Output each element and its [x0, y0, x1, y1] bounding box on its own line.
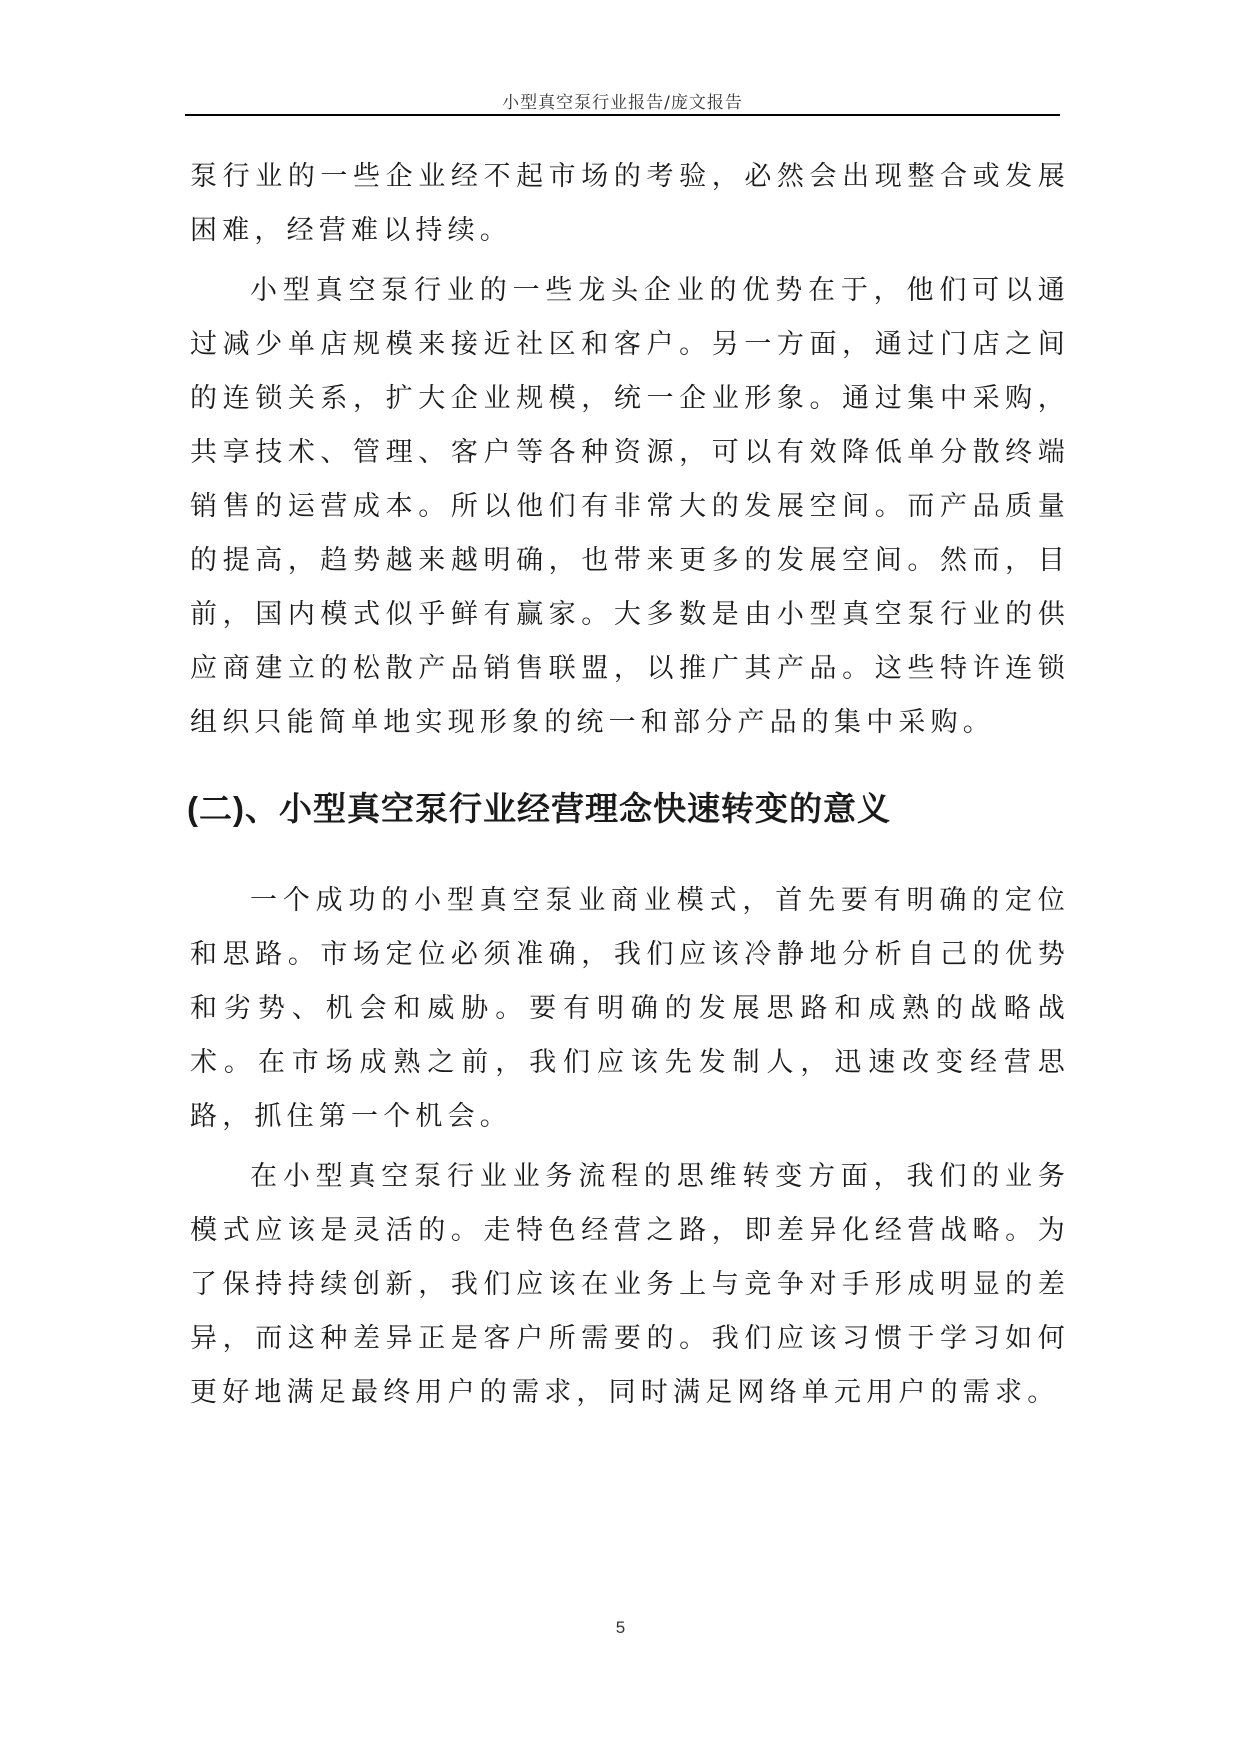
- paragraph-process-thinking: 在小型真空泵行业业务流程的思维转变方面，我们的业务模式应该是灵活的。走特色经营之路，即差异化经营战略。为了保持持续创新，我们应该在业务上与竞争对手形成明显的差异，而这种差异正是客户所需要的。我们应该习惯于学习如何更好地满足最终用户的需求，同时满足网络单元用户的需求。: [190, 1161, 1070, 1408]
- header-divider: [185, 114, 1060, 116]
- page-body: [187, 150, 1070, 1420]
- paragraph-continuation: 泵行业的一些企业经不起市场的考验，必然会出现整合或发展困难，经营难以持续。: [190, 161, 1070, 246]
- running-header: 小型真空泵行业报告/庞文报告: [502, 93, 743, 113]
- paragraph-business-model: 一个成功的小型真空泵业商业模式，首先要有明确的定位和思路。市场定位必须准确，我们应该冷静地分析自己的优势和劣势、机会和威胁。要有明确的发展思路和成熟的战略战术。在市场成熟之前，我们应该先发制人，迅速改变经营思路，抓住第一个机会。: [190, 885, 1070, 1132]
- paragraph-leading-enterprises: 小型真空泵行业的一些龙头企业的优势在于，他们可以通过减少单店规模来接近社区和客户。另一方面，通过门店之间的连锁关系，扩大企业规模，统一企业形象。通过集中采购，共享技术、管理、客户等各种资源，可以有效降低单分散终端销售的运营成本。所以他们有非常大的发展空间。而产品质量的提高，趋势越来越明确，也带来更多的发展空间。然而，目前，国内模式似乎鲜有赢家。大多数是由小型真空泵行业的供应商建立的松散产品销售联盟，以推广其产品。这些特许连锁组织只能简单地实现形象的统一和部分产品的集中采购。: [190, 275, 1070, 738]
- section-heading: (二)、小型真空泵行业经营理念快速转变的意义: [187, 790, 891, 827]
- page-number: 5: [615, 1618, 626, 1637]
